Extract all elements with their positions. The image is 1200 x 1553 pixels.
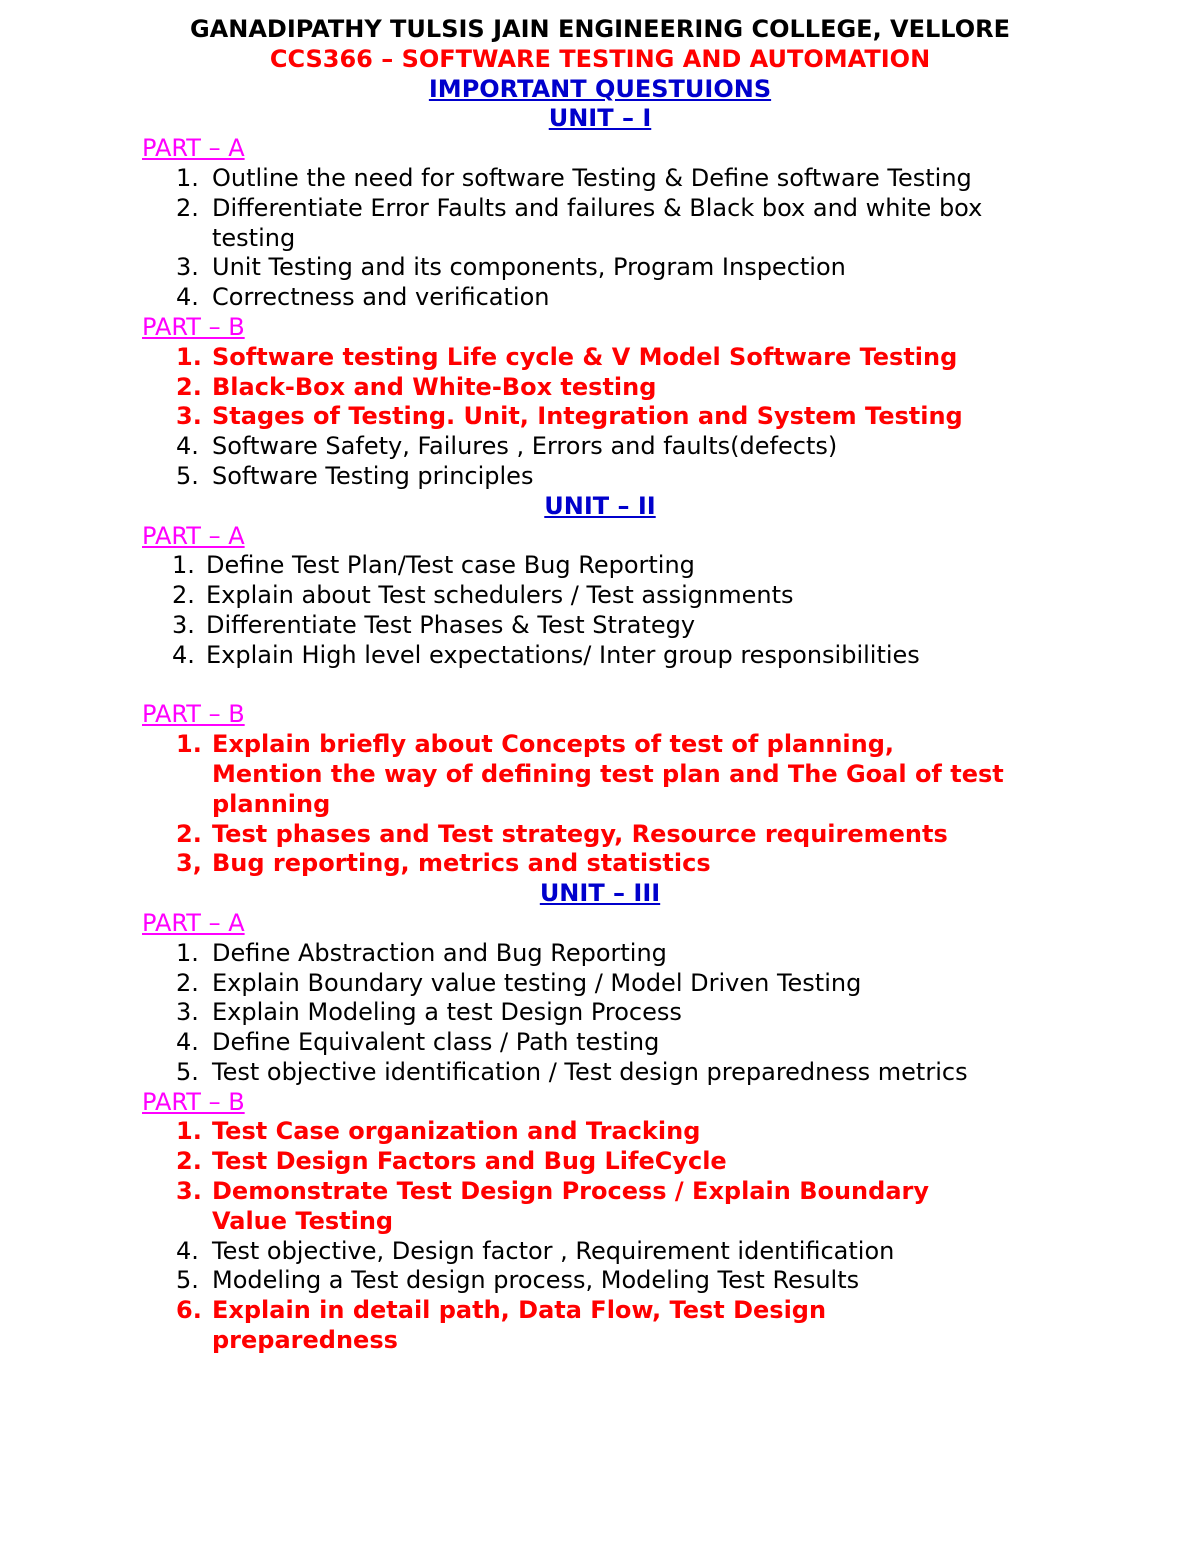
item-text-continued: preparedness (212, 1326, 398, 1355)
item-number: 5. (176, 1057, 199, 1086)
list-item (0, 283, 1200, 313)
list-item-important (0, 373, 1200, 403)
item-number: 4. (176, 1236, 199, 1265)
item-number: 5. (176, 461, 199, 490)
list-item (0, 1237, 1200, 1267)
list-item (0, 1058, 1200, 1088)
unit-2-part-b-label: PART – B (142, 700, 245, 729)
list-item (0, 641, 1200, 671)
item-text: Explain in detail path, Data Flow, Test Design (212, 1296, 827, 1325)
item-number: 2. (176, 193, 199, 222)
unit-3-section (0, 879, 1200, 1356)
item-text: Define Abstraction and Bug Reporting (212, 938, 667, 967)
item-text: Stages of Testing. Unit, Integration and System Testing (212, 402, 963, 431)
unit-1-part-b-list (0, 343, 1200, 492)
item-number: 3. (176, 1177, 202, 1206)
list-item-important (0, 730, 1200, 819)
item-text: Explain briefly about Concepts of test of planning, (212, 730, 895, 759)
unit-2-part-a-label: PART – A (142, 521, 245, 550)
item-number: 3. (176, 402, 202, 431)
unit-1-part-b-label: PART – B (142, 312, 245, 341)
item-text: Differentiate Error Faults and failures & Black box and white box (212, 193, 983, 222)
list-item (0, 462, 1200, 492)
list-item-important (0, 1147, 1200, 1177)
list-item (0, 194, 1200, 254)
unit-3-part-b-label: PART – B (142, 1087, 245, 1116)
item-number: 2. (176, 968, 199, 997)
item-number: 2. (172, 581, 195, 610)
list-item (0, 581, 1200, 611)
item-text-continued: testing (212, 223, 296, 252)
unit-1-part-a-list (0, 164, 1200, 313)
document-content (0, 15, 1200, 1356)
item-text-continued: Mention the way of defining test plan and The Goal of test (212, 759, 1004, 788)
item-number: 1. (176, 1117, 202, 1146)
item-text: Define Equivalent class / Path testing (212, 1028, 660, 1057)
list-item-important (0, 1177, 1200, 1237)
list-item (0, 939, 1200, 969)
blank-line (0, 671, 1200, 701)
item-text: Test Design Factors and Bug LifeCycle (212, 1147, 727, 1176)
list-item (0, 432, 1200, 462)
item-text: Modeling a Test design process, Modeling Test Results (212, 1266, 860, 1295)
item-text: Test phases and Test strategy, Resource requirements (212, 819, 948, 848)
college-name: GANADIPATHY TULSIS JAIN ENGINEERING COLLEGE, VELLORE (189, 15, 1011, 43)
item-text-continued: planning (212, 789, 331, 818)
item-number: 2. (176, 372, 202, 401)
item-number: 2. (176, 1147, 202, 1176)
item-text: Explain about Test schedulers / Test assignments (206, 581, 794, 610)
item-text: Differentiate Test Phases & Test Strategy (206, 610, 696, 639)
item-text: Explain High level expectations/ Inter group responsibilities (206, 640, 920, 669)
item-number: 5. (176, 1266, 199, 1295)
item-text: Test objective, Design factor , Requirement identification (212, 1236, 895, 1265)
unit-2-section (0, 492, 1200, 879)
unit-3-title: UNIT – III (539, 879, 661, 908)
list-item (0, 969, 1200, 999)
item-number: 1. (176, 342, 202, 371)
item-text: Define Test Plan/Test case Bug Reporting (206, 551, 695, 580)
unit-3-part-a-label: PART – A (142, 908, 245, 937)
item-number: 1. (176, 730, 202, 759)
item-text: Outline the need for software Testing & Define software Testing (212, 163, 972, 192)
item-number: 1. (176, 163, 199, 192)
item-number: 4. (176, 283, 199, 312)
item-number: 3. (176, 998, 199, 1027)
item-text: Software Safety, Failures , Errors and faults(defects) (212, 432, 838, 461)
list-item (0, 1266, 1200, 1296)
item-number: 3, (176, 849, 202, 878)
list-item (0, 551, 1200, 581)
unit-3-part-b-list (0, 1117, 1200, 1355)
item-text-continued: Value Testing (212, 1206, 394, 1235)
unit-1-section (0, 104, 1200, 491)
item-number: 3. (172, 610, 195, 639)
item-text: Software testing Life cycle & V Model Software Testing (212, 342, 958, 371)
list-item (0, 611, 1200, 641)
item-text: Correctness and verification (212, 283, 550, 312)
item-number: 1. (176, 938, 199, 967)
item-text: Demonstrate Test Design Process / Explain Boundary (212, 1177, 929, 1206)
list-item (0, 253, 1200, 283)
item-number: 3. (176, 253, 199, 282)
item-text: Bug reporting, metrics and statistics (212, 849, 711, 878)
list-item-important (0, 849, 1200, 879)
item-text: Software Testing principles (212, 461, 534, 490)
item-number: 4. (172, 640, 195, 669)
list-item-important (0, 402, 1200, 432)
item-number: 4. (176, 432, 199, 461)
list-item-important (0, 1117, 1200, 1147)
item-text: Unit Testing and its components, Program Inspection (212, 253, 846, 282)
unit-2-part-b-list (0, 730, 1200, 879)
item-number: 6. (176, 1296, 202, 1325)
item-text: Explain Modeling a test Design Process (212, 998, 682, 1027)
list-item (0, 998, 1200, 1028)
list-item-important (0, 1296, 1200, 1356)
item-text: Test objective identification / Test design preparedness metrics (212, 1057, 968, 1086)
unit-2-title: UNIT – II (544, 491, 656, 520)
course-title: CCS366 – SOFTWARE TESTING AND AUTOMATION (269, 44, 931, 73)
item-text: Test Case organization and Tracking (212, 1117, 701, 1146)
item-text: Explain Boundary value testing / Model Driven Testing (212, 968, 862, 997)
document-title: IMPORTANT QUESTUIONS (428, 74, 772, 103)
item-number: 2. (176, 819, 202, 848)
list-item (0, 164, 1200, 194)
item-number: 1. (172, 551, 195, 580)
list-item (0, 1028, 1200, 1058)
item-text: Black-Box and White-Box testing (212, 372, 657, 401)
unit-1-part-a-label: PART – A (142, 134, 245, 163)
unit-2-part-a-list (0, 551, 1200, 670)
list-item-important (0, 343, 1200, 373)
unit-3-part-a-list (0, 939, 1200, 1088)
unit-1-title: UNIT – I (548, 104, 652, 133)
item-number: 4. (176, 1028, 199, 1057)
list-item-important (0, 820, 1200, 850)
